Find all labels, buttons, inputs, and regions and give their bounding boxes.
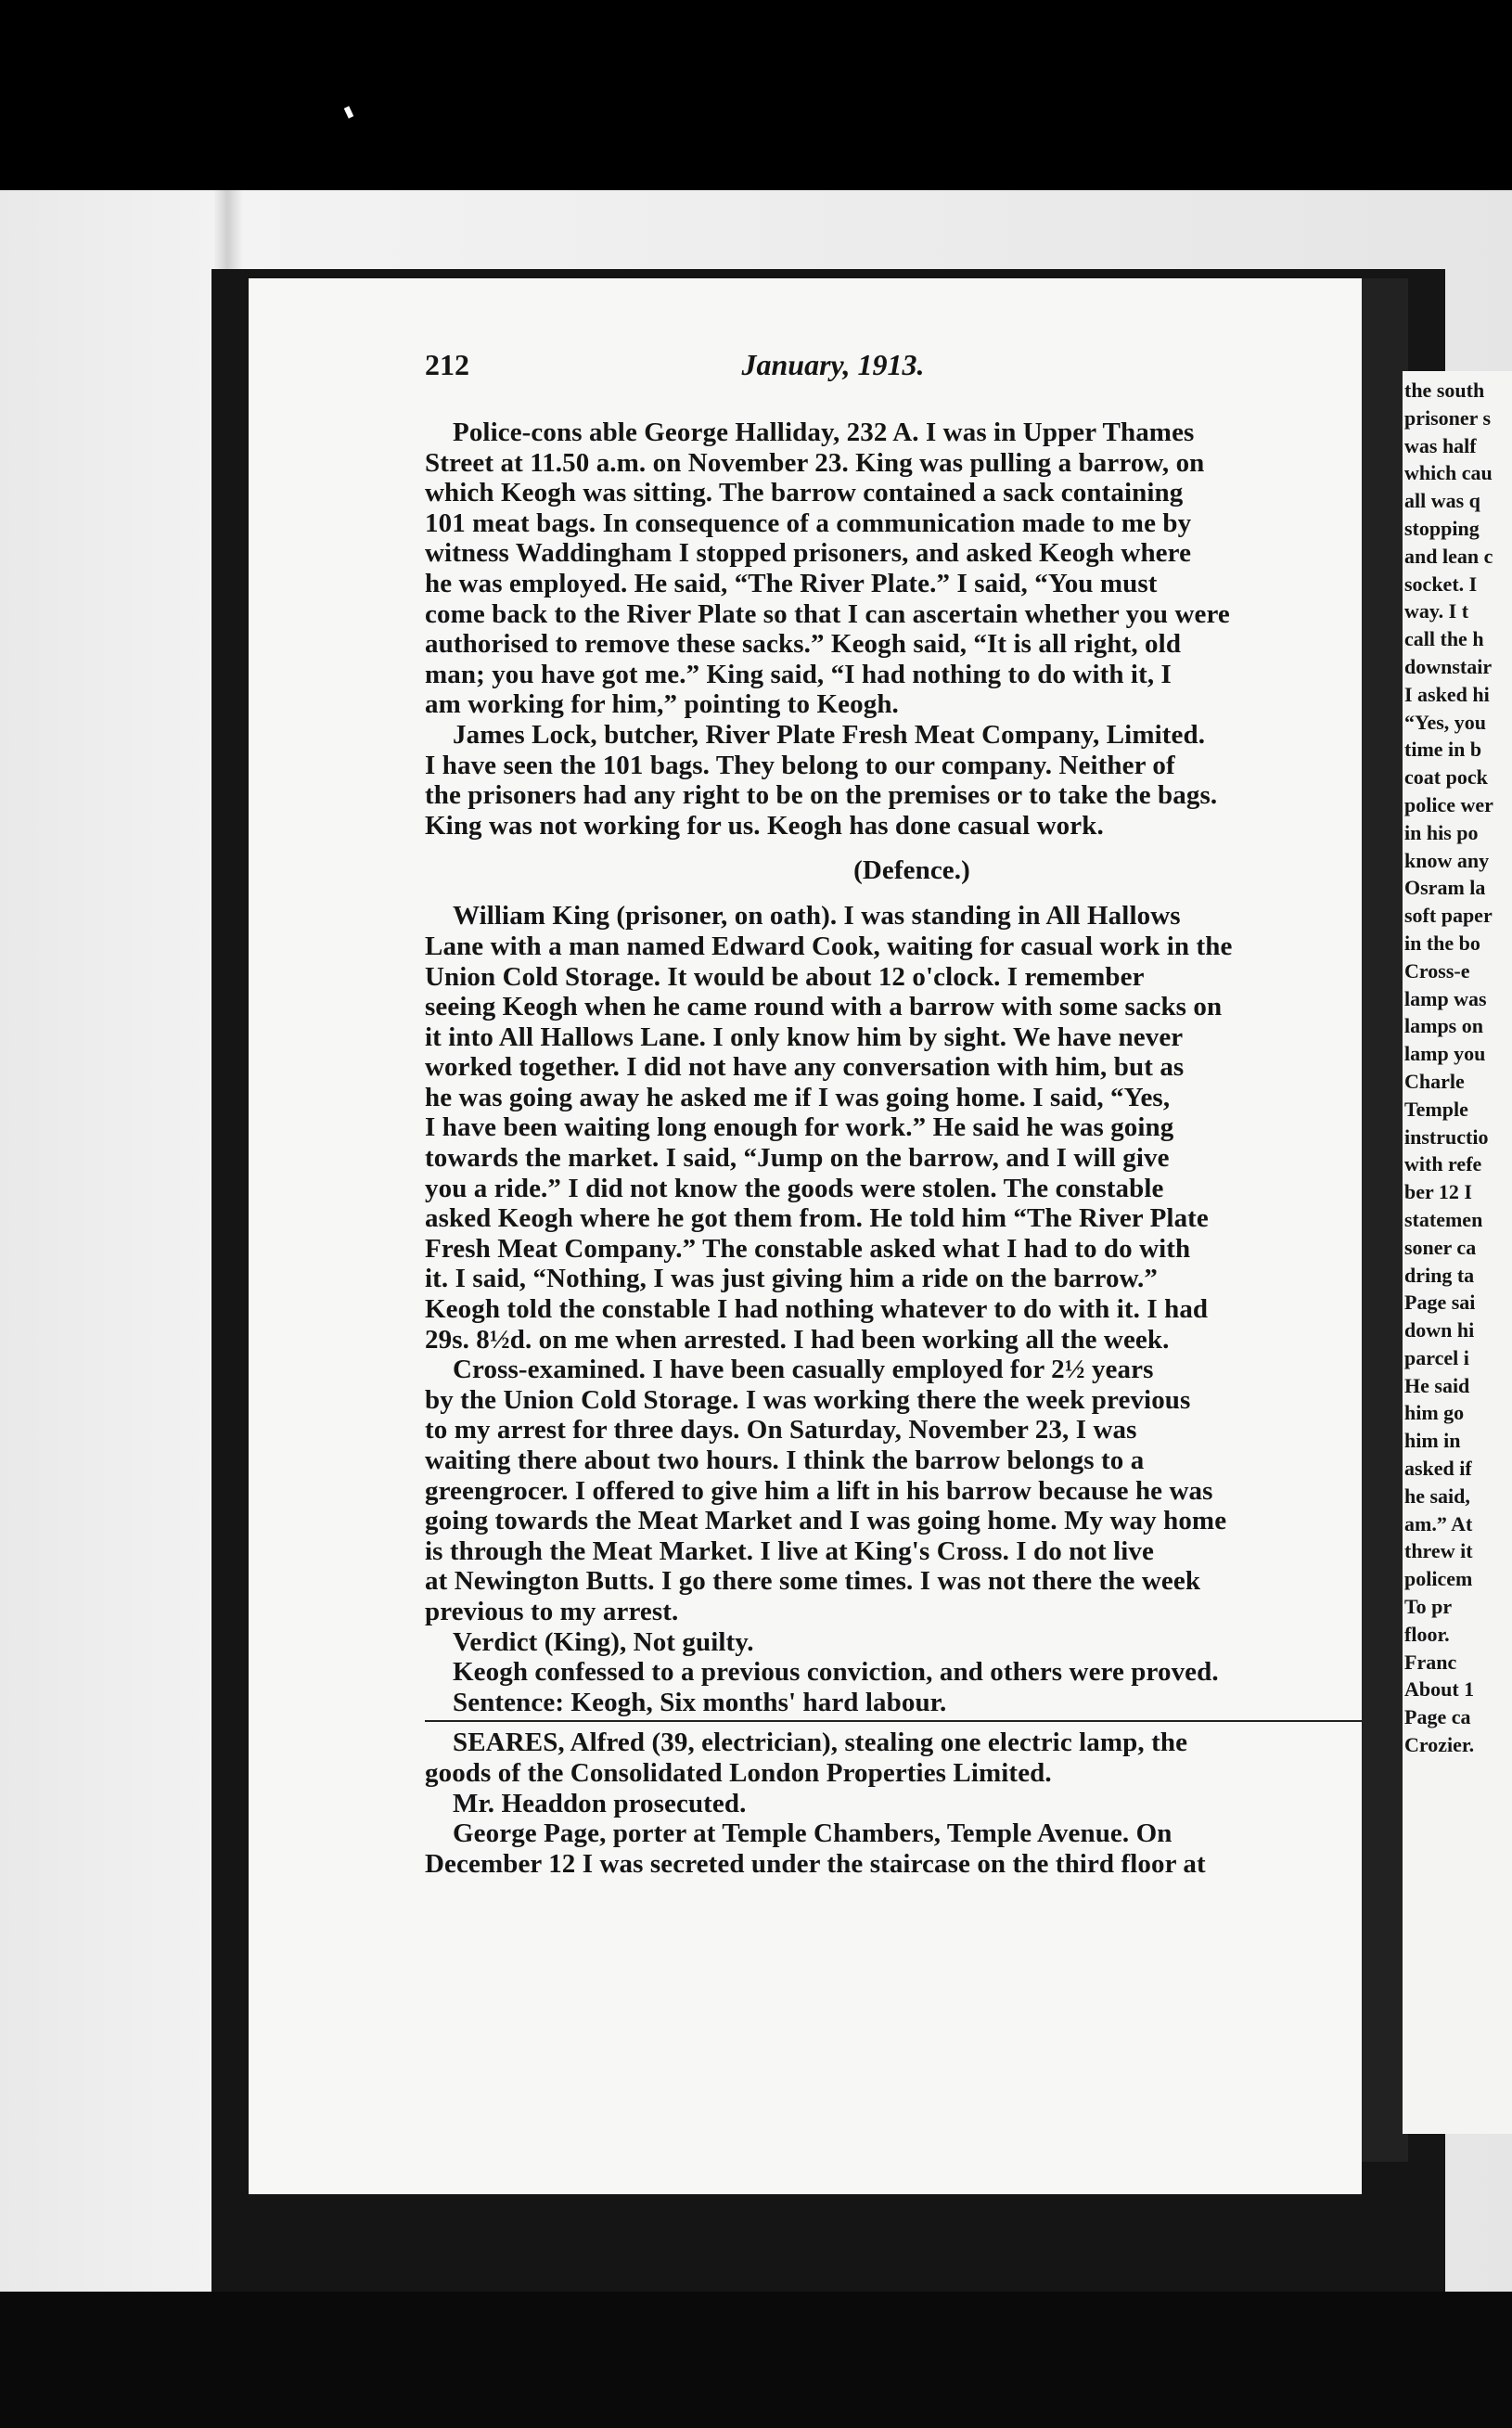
page-header: [425, 348, 1436, 392]
text-line: him in: [1404, 1429, 1461, 1453]
text-line: Lane with a man named Edward Cook, waiting for casual work in the: [425, 931, 1233, 961]
text-line: About 1: [1404, 1677, 1475, 1702]
text-line: down hi: [1404, 1318, 1475, 1342]
text-line: dring ta: [1404, 1263, 1475, 1287]
text-line: way. I t: [1404, 599, 1469, 623]
text-line: the prisoners had any right to be on the premises or to take the bags.: [425, 780, 1218, 811]
text-line: worked together. I did not have any conversation with him, but as: [425, 1052, 1185, 1083]
text-line: it. I said, “Nothing, I was just giving him a ride on the barrow.”: [425, 1264, 1158, 1294]
text-line: Charle: [1404, 1069, 1465, 1093]
text-line: which Keogh was sitting. The barrow contained a sack containing: [425, 478, 1184, 508]
text-line: him go: [1404, 1401, 1465, 1425]
text-line: He said: [1404, 1373, 1470, 1397]
text-line: towards the market. I said, “Jump on the barrow, and I will give: [425, 1143, 1170, 1174]
text-line: soft paper: [1404, 904, 1493, 928]
text-line: King was not working for us. Keogh has done casual work.: [425, 810, 1104, 841]
text-line: to my arrest for three days. On Saturday, November 23, I was: [425, 1415, 1137, 1445]
text-line: it into All Hallows Lane. I only know him by sight. We have never: [425, 1021, 1184, 1052]
text-line: I asked hi: [1404, 682, 1490, 706]
body-text: [425, 418, 1399, 1879]
text-line: Keogh told the constable I had nothing whatever to do with it. I had: [425, 1294, 1209, 1325]
text-line: the south: [1404, 379, 1485, 402]
text-line: lamps on: [1404, 1014, 1483, 1038]
text-line: witness Waddingham I stopped prisoners, and asked Keogh where: [425, 538, 1192, 569]
text-line: To pr: [1404, 1595, 1453, 1619]
text-line: threw it: [1404, 1539, 1473, 1563]
text-line: seeing Keogh when he came round with a barrow with some sacks on: [425, 992, 1223, 1022]
scan-top-border: [0, 0, 1512, 190]
text-line: going towards the Meat Market and I was going home. My way home: [425, 1506, 1227, 1536]
text-line: floor.: [1404, 1622, 1450, 1646]
text-line: which cau: [1404, 461, 1493, 485]
text-line: police wer: [1404, 792, 1493, 816]
text-line: lamp was: [1404, 986, 1487, 1010]
text-line: instructio: [1404, 1124, 1489, 1149]
text-line: waiting there about two hours. I think the barrow belongs to a: [425, 1445, 1145, 1475]
text-line: statemen: [1404, 1207, 1483, 1231]
text-line: Cross-e: [1404, 958, 1470, 983]
text-line: downstair: [1404, 654, 1493, 678]
text-line: 29s. 8½d. on me when arrested. I had been working all the week.: [425, 1324, 1170, 1355]
text-line: man; you have got me.” King said, “I had nothing to do with it, I: [425, 659, 1172, 689]
case-heading: SEARES, Alfred (39, electrician), stealing one electric lamp, the: [453, 1728, 1188, 1758]
verdict-line: Verdict (King), Not guilty.: [453, 1626, 754, 1657]
text-line: was half: [1404, 433, 1477, 457]
text-line: call the h: [1404, 627, 1484, 651]
text-line: he said,: [1404, 1484, 1470, 1508]
text-line: James Lock, butcher, River Plate Fresh Meat Company, Limited.: [453, 719, 1206, 750]
text-line: parcel i: [1404, 1345, 1469, 1369]
text-line: ber 12 I: [1404, 1180, 1472, 1204]
text-line: Keogh confessed to a previous conviction, and others were proved.: [453, 1657, 1219, 1688]
text-line: George Page, porter at Temple Chambers, Temple Avenue. On: [453, 1818, 1172, 1849]
text-line: Union Cold Storage. It would be about 12 o'clock. I remember: [425, 961, 1145, 992]
text-line: lamp you: [1404, 1042, 1486, 1066]
section-heading-defence: (Defence.): [853, 855, 970, 886]
text-line: he was employed. He said, “The River Plate.” I said, “You must: [425, 568, 1158, 598]
text-line: know any: [1404, 848, 1490, 872]
text-line: come back to the River Plate so that I can ascertain whether you were: [425, 598, 1230, 629]
text-line: by the Union Cold Storage. I was working there the week previous: [425, 1384, 1191, 1415]
text-line: I have been waiting long enough for work.” He said he was going: [425, 1112, 1174, 1143]
text-line: asked Keogh where he got them from. He told him “The River Plate: [425, 1203, 1209, 1234]
sentence-line: Sentence: Keogh, Six months' hard labour.: [453, 1687, 947, 1717]
book-page-left: [249, 278, 1362, 2194]
text-line: Osram la: [1404, 876, 1486, 900]
text-line: and lean c: [1404, 544, 1493, 568]
text-line: authorised to remove these sacks.” Keogh said, “It is all right, old: [425, 629, 1182, 660]
text-line: in his po: [1404, 820, 1479, 844]
text-line: prisoner s: [1404, 405, 1492, 430]
text-line: Franc: [1404, 1650, 1457, 1674]
text-line: Police-cons able George Halliday, 232 A. I was in Upper Thames: [453, 418, 1195, 447]
text-line: I have seen the 101 bags. They belong to our company. Neither of: [425, 750, 1175, 780]
text-line: time in b: [1404, 738, 1482, 762]
text-line: all was q: [1404, 489, 1480, 513]
text-line: with refe: [1404, 1152, 1482, 1176]
text-line: am.” At: [1404, 1511, 1473, 1535]
text-line: 101 meat bags. In consequence of a communication made to me by: [425, 507, 1192, 538]
running-head: January, 1913.: [741, 348, 925, 381]
text-line: previous to my arrest.: [425, 1596, 679, 1626]
scan-bottom-border: [0, 2292, 1512, 2428]
text-line: Page ca: [1404, 1705, 1471, 1729]
text-line: greengrocer. I offered to give him a lift in his barrow because he was: [425, 1475, 1213, 1506]
text-line: Fresh Meat Company.” The constable asked what I had to do with: [425, 1233, 1191, 1264]
text-line: December 12 I was secreted under the staircase on the third floor at: [425, 1848, 1206, 1879]
text-line: am working for him,” pointing to Keogh.: [425, 689, 899, 720]
text-line: Cross-examined. I have been casually employed for 2½ years: [453, 1355, 1154, 1385]
text-line: soner ca: [1404, 1235, 1477, 1259]
text-line: “Yes, you: [1404, 710, 1487, 734]
text-line: Mr. Headdon prosecuted.: [453, 1788, 747, 1818]
text-line: in the bo: [1404, 931, 1480, 955]
text-line: Crozier.: [1404, 1733, 1475, 1757]
case-divider: [425, 1720, 1371, 1722]
facing-page-text: [1403, 371, 1512, 1759]
text-line: William King (prisoner, on oath). I was standing in All Hallows: [453, 901, 1181, 931]
text-line: he was going away he asked me if I was going home. I said, “Yes,: [425, 1082, 1171, 1112]
text-line: asked if: [1404, 1457, 1472, 1481]
page-number: 212: [425, 348, 469, 381]
text-line: at Newington Butts. I go there some times. I was not there the week: [425, 1566, 1201, 1597]
text-line: Page sai: [1404, 1291, 1476, 1315]
text-line: coat pock: [1404, 765, 1488, 790]
text-line: goods of the Consolidated London Properties Limited.: [425, 1757, 1052, 1788]
text-line: Temple: [1404, 1097, 1468, 1121]
text-line: Street at 11.50 a.m. on November 23. King was pulling a barrow, on: [425, 447, 1205, 478]
text-line: policem: [1404, 1567, 1473, 1591]
text-line: socket. I: [1404, 572, 1478, 596]
text-line: stopping: [1404, 516, 1480, 540]
book-page-right: [1403, 371, 1512, 2134]
text-line: is through the Meat Market. I live at King's Cross. I do not live: [425, 1535, 1155, 1566]
text-line: you a ride.” I did not know the goods were stolen. The constable: [425, 1173, 1164, 1203]
